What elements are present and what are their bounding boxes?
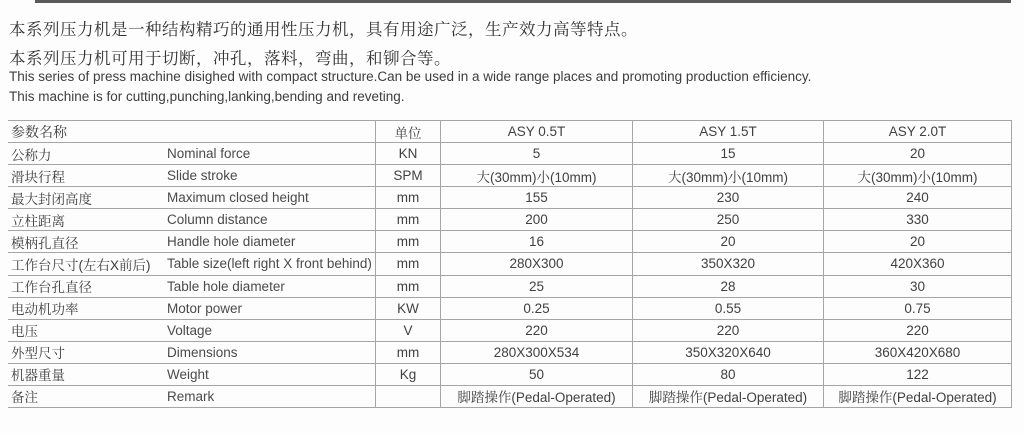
param-cn-label: 立柱距离	[11, 213, 65, 229]
value-cell-asy20: 330	[823, 209, 1012, 230]
param-en-label: Table hole diameter	[167, 278, 285, 294]
value-cell-asy05: 220	[440, 320, 632, 341]
param-name-cell	[8, 231, 375, 252]
intro-chinese-line2: 本系列压力机可用于切断，冲孔，落料，弯曲，和铆合等。	[9, 50, 451, 68]
value-cell-asy05: 16	[440, 231, 632, 252]
top-page-rule	[35, 0, 1011, 3]
value-cell-asy20: 脚踏操作(Pedal-Operated)	[823, 386, 1012, 407]
value-cell-asy20: 122	[823, 364, 1012, 385]
value-cell-asy05: 0.25	[440, 298, 632, 319]
header-unit: 单位	[375, 121, 440, 142]
unit-cell: mm	[375, 187, 440, 208]
param-en-label: Nominal force	[167, 146, 251, 162]
intro-chinese-line1: 本系列压力机是一种结构精巧的通用性压力机，具有用途广泛，生产效力高等特点。	[9, 21, 638, 39]
table-row-column-distance	[8, 209, 1012, 231]
unit-cell: Kg	[375, 364, 440, 385]
unit-cell: mm	[375, 231, 440, 252]
table-row-slide-stroke	[8, 165, 1012, 187]
param-name-cell	[8, 386, 375, 407]
param-name-cell	[8, 253, 375, 274]
table-row-voltage	[8, 320, 1012, 342]
table-row-motor-power	[8, 298, 1012, 320]
param-cn-label: 备注	[11, 390, 38, 406]
value-cell-asy15: 28	[632, 276, 823, 297]
unit-cell: mm	[375, 209, 440, 230]
param-en-label: Slide stroke	[167, 168, 238, 184]
header-model-asy15: ASY 1.5T	[632, 121, 823, 142]
value-cell-asy05: 5	[440, 143, 632, 164]
value-cell-asy05: 25	[440, 276, 632, 297]
intro-english-line1: This series of press machine disighed with compact structure.Can be used in a wide range places and promoting production efficiency.	[9, 69, 812, 84]
value-cell-asy15: 15	[632, 143, 823, 164]
unit-cell: V	[375, 320, 440, 341]
param-en-label: Dimensions	[167, 344, 238, 360]
value-cell-asy15: 脚踏操作(Pedal-Operated)	[632, 386, 823, 407]
value-cell-asy20: 360X420X680	[823, 342, 1012, 363]
value-cell-asy20: 20	[823, 143, 1012, 164]
table-row-remark	[8, 386, 1012, 408]
value-cell-asy05: 280X300	[440, 253, 632, 274]
value-cell-asy15: 350X320X640	[632, 342, 823, 363]
value-cell-asy15: 20	[632, 231, 823, 252]
param-cn-label: 工作台孔直径	[11, 280, 92, 296]
unit-cell: mm	[375, 276, 440, 297]
param-en-label: Motor power	[167, 300, 243, 316]
param-cn-label: 电动机功率	[11, 302, 79, 318]
table-row-table-hole-diameter	[8, 276, 1012, 298]
unit-cell: KW	[375, 298, 440, 319]
table-row-table-size	[8, 253, 1012, 275]
param-cn-label: 公称力	[11, 147, 52, 163]
param-name-cell	[8, 276, 375, 297]
param-name-cell	[8, 165, 375, 186]
param-cn-label: 工作台尺寸(左右X前后)	[11, 257, 151, 273]
unit-cell	[375, 386, 440, 407]
header-model-asy05: ASY 0.5T	[440, 121, 632, 142]
param-name-cell	[8, 143, 375, 164]
value-cell-asy05: 50	[440, 364, 632, 385]
param-name-cell	[8, 298, 375, 319]
value-cell-asy15: 80	[632, 364, 823, 385]
value-cell-asy15: 大(30mm)小(10mm)	[632, 165, 823, 186]
unit-cell: KN	[375, 143, 440, 164]
param-name-cell	[8, 209, 375, 230]
header-param-name: 参数名称	[11, 123, 67, 140]
param-cn-label: 模柄孔直径	[11, 235, 79, 251]
table-row-max-closed-height	[8, 187, 1012, 209]
param-name-cell	[8, 187, 375, 208]
unit-cell: mm	[375, 342, 440, 363]
param-en-label: Table size(left right X front behind)	[167, 256, 372, 272]
value-cell-asy20: 0.75	[823, 298, 1012, 319]
header-model-asy20: ASY 2.0T	[823, 121, 1012, 142]
intro-english-line2: This machine is for cutting,punching,lanking,bending and reveting.	[9, 89, 405, 104]
value-cell-asy20: 420X360	[823, 253, 1012, 274]
unit-cell: mm	[375, 253, 440, 274]
value-cell-asy20: 30	[823, 276, 1012, 297]
param-en-label: Remark	[167, 388, 215, 404]
value-cell-asy20: 220	[823, 320, 1012, 341]
value-cell-asy15: 250	[632, 209, 823, 230]
value-cell-asy05: 大(30mm)小(10mm)	[440, 165, 632, 186]
value-cell-asy15: 230	[632, 187, 823, 208]
param-name-cell	[8, 342, 375, 363]
param-cn-label: 电压	[11, 324, 38, 340]
spec-table	[8, 120, 1012, 408]
param-en-label: Weight	[167, 366, 209, 382]
value-cell-asy05: 脚踏操作(Pedal-Operated)	[440, 386, 632, 407]
value-cell-asy15: 220	[632, 320, 823, 341]
value-cell-asy05: 200	[440, 209, 632, 230]
value-cell-asy05: 155	[440, 187, 632, 208]
unit-cell: SPM	[375, 165, 440, 186]
param-name-cell	[8, 364, 375, 385]
param-en-label: Voltage	[167, 322, 213, 338]
value-cell-asy20: 20	[823, 231, 1012, 252]
param-name-cell	[8, 320, 375, 341]
table-row-dimensions	[8, 342, 1012, 364]
param-en-label: Handle hole diameter	[167, 234, 296, 250]
param-en-label: Maximum closed height	[167, 190, 309, 206]
value-cell-asy15: 0.55	[632, 298, 823, 319]
table-row-weight	[8, 364, 1012, 386]
param-cn-label: 外型尺寸	[11, 346, 65, 362]
param-en-label: Column distance	[167, 212, 268, 228]
value-cell-asy20: 大(30mm)小(10mm)	[823, 165, 1012, 186]
table-row-nominal-force	[8, 143, 1012, 165]
value-cell-asy20: 240	[823, 187, 1012, 208]
param-cn-label: 滑块行程	[11, 169, 65, 185]
value-cell-asy05: 280X300X534	[440, 342, 632, 363]
spec-table-header-row	[8, 121, 1012, 143]
param-cn-label: 最大封闭高度	[11, 191, 92, 207]
value-cell-asy15: 350X320	[632, 253, 823, 274]
table-row-handle-hole-diameter	[8, 231, 1012, 253]
param-cn-label: 机器重量	[11, 368, 65, 384]
